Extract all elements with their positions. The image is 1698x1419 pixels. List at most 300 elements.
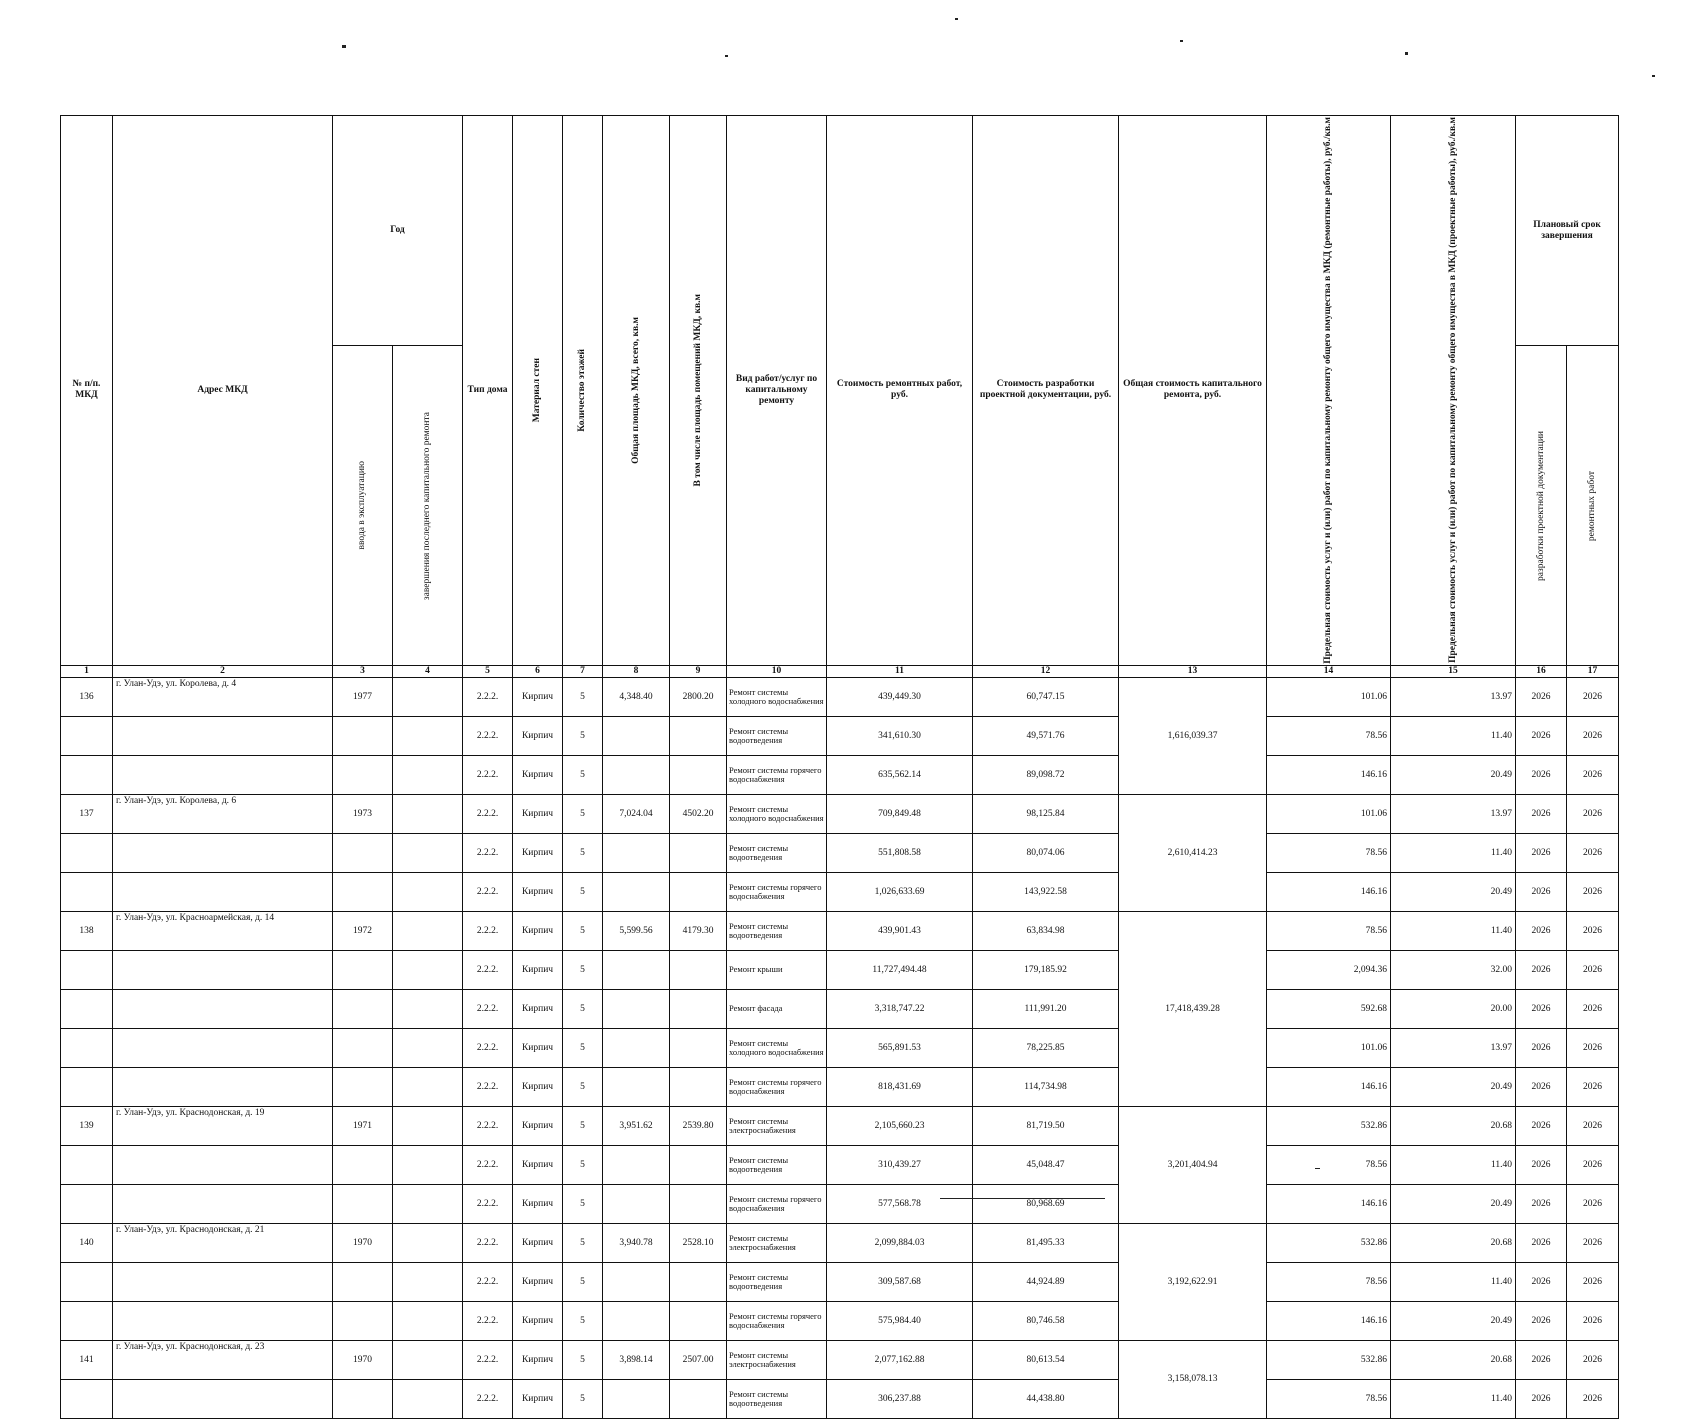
- row-wall-material: Кирпич: [513, 1106, 563, 1145]
- row-year-commissioning: [333, 1184, 393, 1223]
- row-total-area: [603, 1262, 670, 1301]
- row-work-type: Ремонт системы электроснабжения: [727, 1106, 827, 1145]
- table-row: [61, 1379, 1619, 1418]
- row-limit-design: 13.97: [1391, 677, 1516, 716]
- row-total-area: [603, 1379, 670, 1418]
- column-number: 11: [827, 665, 973, 677]
- row-limit-repair: 101.06: [1267, 1028, 1391, 1067]
- column-number: 1: [61, 665, 113, 677]
- row-term-design: 2026: [1516, 911, 1567, 950]
- row-house-type: 2.2.2.: [463, 1184, 513, 1223]
- row-premises-area: 4179.30: [670, 911, 727, 950]
- row-limit-repair: 146.16: [1267, 1301, 1391, 1340]
- row-term-repair: 2026: [1567, 911, 1619, 950]
- header-year-commissioning: ввода в эксплуатацию: [333, 346, 393, 665]
- row-number: [61, 1067, 113, 1106]
- row-limit-repair: 532.86: [1267, 1340, 1391, 1379]
- row-wall-material: Кирпич: [513, 950, 563, 989]
- row-work-type: Ремонт системы горячего водоснабжения: [727, 755, 827, 794]
- row-year-last-repair: [393, 911, 463, 950]
- row-house-type: 2.2.2.: [463, 1067, 513, 1106]
- row-house-type: 2.2.2.: [463, 755, 513, 794]
- header-term-design: разработки проектной документации: [1516, 346, 1567, 665]
- row-limit-design: 11.40: [1391, 1145, 1516, 1184]
- row-work-type: Ремонт системы водоотведения: [727, 911, 827, 950]
- header-wall-material: Материал стен: [513, 116, 563, 666]
- table-row: [61, 833, 1619, 872]
- row-floors: 5: [563, 1340, 603, 1379]
- row-limit-design: 20.49: [1391, 872, 1516, 911]
- row-term-design: 2026: [1516, 1106, 1567, 1145]
- row-repair-cost: 635,562.14: [827, 755, 973, 794]
- row-term-design: 2026: [1516, 755, 1567, 794]
- row-floors: 5: [563, 677, 603, 716]
- row-year-last-repair: [393, 1184, 463, 1223]
- row-address: [113, 1145, 333, 1184]
- header-limit-design: Предельная стоимость услуг и (или) работ по капитальному ремонту общего имущества в МКД (проектные работы), руб./кв.м: [1391, 116, 1516, 666]
- header-work-type: Вид работ/услуг по капитальному ремонту: [727, 116, 827, 666]
- row-year-last-repair: [393, 1145, 463, 1184]
- row-work-type: Ремонт системы водоотведения: [727, 1262, 827, 1301]
- row-address: [113, 755, 333, 794]
- row-number: [61, 1145, 113, 1184]
- table-row: [61, 677, 1619, 716]
- row-house-type: 2.2.2.: [463, 794, 513, 833]
- row-design-cost: 78,225.85: [973, 1028, 1119, 1067]
- row-address: г. Улан-Удэ, ул. Королева, д. 4: [113, 677, 333, 716]
- row-year-commissioning: 1970: [333, 1223, 393, 1262]
- row-term-design: 2026: [1516, 833, 1567, 872]
- row-floors: 5: [563, 1145, 603, 1184]
- row-limit-repair: 78.56: [1267, 911, 1391, 950]
- capital-repair-table: [60, 115, 1619, 1419]
- row-year-commissioning: 1970: [333, 1340, 393, 1379]
- column-number: 14: [1267, 665, 1391, 677]
- row-house-type: 2.2.2.: [463, 1028, 513, 1067]
- table-row: [61, 1262, 1619, 1301]
- row-number: [61, 872, 113, 911]
- table-row: [61, 794, 1619, 833]
- row-year-commissioning: [333, 1262, 393, 1301]
- row-address: [113, 1301, 333, 1340]
- scan-speck: [1315, 1168, 1320, 1169]
- row-total-cost: 3,201,404.94: [1119, 1106, 1267, 1223]
- row-floors: 5: [563, 833, 603, 872]
- row-limit-repair: 101.06: [1267, 677, 1391, 716]
- scan-speck: [1405, 52, 1408, 55]
- row-term-repair: 2026: [1567, 677, 1619, 716]
- row-term-design: 2026: [1516, 950, 1567, 989]
- row-total-area: [603, 950, 670, 989]
- row-wall-material: Кирпич: [513, 677, 563, 716]
- row-work-type: Ремонт системы электроснабжения: [727, 1340, 827, 1379]
- row-floors: 5: [563, 1028, 603, 1067]
- row-year-last-repair: [393, 1301, 463, 1340]
- row-year-last-repair: [393, 1223, 463, 1262]
- column-number: 3: [333, 665, 393, 677]
- row-term-design: 2026: [1516, 1145, 1567, 1184]
- row-number: [61, 950, 113, 989]
- row-repair-cost: 439,449.30: [827, 677, 973, 716]
- column-number: 12: [973, 665, 1119, 677]
- row-design-cost: 80,613.54: [973, 1340, 1119, 1379]
- row-term-repair: 2026: [1567, 755, 1619, 794]
- row-term-design: 2026: [1516, 872, 1567, 911]
- header-total-area: Общая площадь МКД, всего, кв.м: [603, 116, 670, 666]
- row-repair-cost: 310,439.27: [827, 1145, 973, 1184]
- row-year-last-repair: [393, 950, 463, 989]
- row-design-cost: 81,719.50: [973, 1106, 1119, 1145]
- row-repair-cost: 1,026,633.69: [827, 872, 973, 911]
- row-premises-area: [670, 1301, 727, 1340]
- row-house-type: 2.2.2.: [463, 1223, 513, 1262]
- row-term-repair: 2026: [1567, 989, 1619, 1028]
- row-address: [113, 950, 333, 989]
- row-wall-material: Кирпич: [513, 794, 563, 833]
- header-limit-repair: Предельная стоимость услуг и (или) работ по капитальному ремонту общего имущества в МКД (ремонтные работы), руб./кв.м: [1267, 116, 1391, 666]
- row-address: г. Улан-Удэ, ул. Красноармейская, д. 14: [113, 911, 333, 950]
- row-term-design: 2026: [1516, 794, 1567, 833]
- row-floors: 5: [563, 716, 603, 755]
- scan-speck: [725, 55, 728, 57]
- row-wall-material: Кирпич: [513, 1340, 563, 1379]
- row-repair-cost: 818,431.69: [827, 1067, 973, 1106]
- row-limit-repair: 78.56: [1267, 1262, 1391, 1301]
- row-wall-material: Кирпич: [513, 1262, 563, 1301]
- row-floors: 5: [563, 950, 603, 989]
- table-row: [61, 1028, 1619, 1067]
- row-design-cost: 179,185.92: [973, 950, 1119, 989]
- column-number: 2: [113, 665, 333, 677]
- row-term-design: 2026: [1516, 1301, 1567, 1340]
- row-limit-repair: 146.16: [1267, 1184, 1391, 1223]
- row-limit-design: 20.68: [1391, 1340, 1516, 1379]
- row-premises-area: 4502.20: [670, 794, 727, 833]
- row-wall-material: Кирпич: [513, 833, 563, 872]
- column-number: 4: [393, 665, 463, 677]
- row-work-type: Ремонт системы водоотведения: [727, 1145, 827, 1184]
- row-wall-material: Кирпич: [513, 872, 563, 911]
- row-address: [113, 1067, 333, 1106]
- row-premises-area: [670, 1067, 727, 1106]
- row-address: [113, 833, 333, 872]
- column-number: 17: [1567, 665, 1619, 677]
- table-row: [61, 1340, 1619, 1379]
- row-design-cost: 44,438.80: [973, 1379, 1119, 1418]
- row-design-cost: 60,747.15: [973, 677, 1119, 716]
- row-year-commissioning: [333, 1028, 393, 1067]
- row-year-last-repair: [393, 1028, 463, 1067]
- scan-speck: [940, 1198, 1105, 1199]
- row-term-repair: 2026: [1567, 1184, 1619, 1223]
- row-address: [113, 872, 333, 911]
- row-total-area: [603, 1067, 670, 1106]
- row-number: 136: [61, 677, 113, 716]
- column-number: 15: [1391, 665, 1516, 677]
- row-work-type: Ремонт системы горячего водоснабжения: [727, 1184, 827, 1223]
- row-total-area: [603, 872, 670, 911]
- row-wall-material: Кирпич: [513, 755, 563, 794]
- row-year-last-repair: [393, 794, 463, 833]
- row-design-cost: 89,098.72: [973, 755, 1119, 794]
- row-term-design: 2026: [1516, 1223, 1567, 1262]
- table-row: [61, 911, 1619, 950]
- header-repair-cost: Стоимость ремонтных работ, руб.: [827, 116, 973, 666]
- row-premises-area: [670, 1028, 727, 1067]
- row-term-repair: 2026: [1567, 794, 1619, 833]
- row-house-type: 2.2.2.: [463, 1106, 513, 1145]
- row-wall-material: Кирпич: [513, 989, 563, 1028]
- row-total-area: [603, 989, 670, 1028]
- table-row: [61, 872, 1619, 911]
- header-house-type: Тип дома: [463, 116, 513, 666]
- row-limit-repair: 2,094.36: [1267, 950, 1391, 989]
- column-number: 6: [513, 665, 563, 677]
- row-wall-material: Кирпич: [513, 911, 563, 950]
- row-number: [61, 1028, 113, 1067]
- row-year-commissioning: 1971: [333, 1106, 393, 1145]
- table-row: [61, 950, 1619, 989]
- row-floors: 5: [563, 755, 603, 794]
- header-premises-area: В том числе площадь помещений МКД, кв.м: [670, 116, 727, 666]
- row-work-type: Ремонт системы электроснабжения: [727, 1223, 827, 1262]
- row-premises-area: [670, 833, 727, 872]
- table-row: [61, 989, 1619, 1028]
- row-house-type: 2.2.2.: [463, 677, 513, 716]
- table-row: [61, 1067, 1619, 1106]
- row-work-type: Ремонт системы горячего водоснабжения: [727, 1067, 827, 1106]
- row-design-cost: 114,734.98: [973, 1067, 1119, 1106]
- row-term-design: 2026: [1516, 1067, 1567, 1106]
- row-limit-design: 11.40: [1391, 911, 1516, 950]
- row-year-commissioning: [333, 755, 393, 794]
- row-work-type: Ремонт системы холодного водоснабжения: [727, 677, 827, 716]
- row-design-cost: 80,746.58: [973, 1301, 1119, 1340]
- row-number: 138: [61, 911, 113, 950]
- row-address: [113, 716, 333, 755]
- row-premises-area: 2800.20: [670, 677, 727, 716]
- row-design-cost: 63,834.98: [973, 911, 1119, 950]
- row-limit-design: 11.40: [1391, 1379, 1516, 1418]
- row-premises-area: [670, 1184, 727, 1223]
- row-limit-design: 20.49: [1391, 755, 1516, 794]
- row-term-design: 2026: [1516, 1262, 1567, 1301]
- column-number: 10: [727, 665, 827, 677]
- row-work-type: Ремонт системы холодного водоснабжения: [727, 794, 827, 833]
- row-floors: 5: [563, 1301, 603, 1340]
- row-repair-cost: 2,105,660.23: [827, 1106, 973, 1145]
- row-year-last-repair: [393, 755, 463, 794]
- row-floors: 5: [563, 1223, 603, 1262]
- row-work-type: Ремонт системы водоотведения: [727, 833, 827, 872]
- row-floors: 5: [563, 989, 603, 1028]
- row-address: г. Улан-Удэ, ул. Краснодонская, д. 19: [113, 1106, 333, 1145]
- row-limit-design: 20.68: [1391, 1106, 1516, 1145]
- row-limit-repair: 78.56: [1267, 716, 1391, 755]
- row-address: г. Улан-Удэ, ул. Краснодонская, д. 21: [113, 1223, 333, 1262]
- column-number: 13: [1119, 665, 1267, 677]
- row-address: [113, 989, 333, 1028]
- row-repair-cost: 575,984.40: [827, 1301, 973, 1340]
- header-num: № п/п. МКД: [61, 116, 113, 666]
- row-year-commissioning: [333, 1301, 393, 1340]
- row-term-repair: 2026: [1567, 1223, 1619, 1262]
- row-house-type: 2.2.2.: [463, 911, 513, 950]
- row-year-commissioning: [333, 833, 393, 872]
- row-house-type: 2.2.2.: [463, 716, 513, 755]
- row-term-repair: 2026: [1567, 1262, 1619, 1301]
- row-total-cost: 1,616,039.37: [1119, 677, 1267, 794]
- table-row: [61, 1223, 1619, 1262]
- row-term-design: 2026: [1516, 677, 1567, 716]
- row-limit-design: 11.40: [1391, 833, 1516, 872]
- row-design-cost: 44,924.89: [973, 1262, 1119, 1301]
- row-total-area: [603, 716, 670, 755]
- row-design-cost: 80,968.69: [973, 1184, 1119, 1223]
- row-wall-material: Кирпич: [513, 1301, 563, 1340]
- row-limit-design: 20.68: [1391, 1223, 1516, 1262]
- row-design-cost: 45,048.47: [973, 1145, 1119, 1184]
- header-design-cost: Стоимость разработки проектной документации, руб.: [973, 116, 1119, 666]
- row-limit-design: 13.97: [1391, 794, 1516, 833]
- row-wall-material: Кирпич: [513, 1028, 563, 1067]
- table-row: [61, 716, 1619, 755]
- row-term-repair: 2026: [1567, 833, 1619, 872]
- row-number: 139: [61, 1106, 113, 1145]
- scan-speck: [1652, 75, 1655, 77]
- row-repair-cost: 709,849.48: [827, 794, 973, 833]
- row-term-design: 2026: [1516, 1379, 1567, 1418]
- row-floors: 5: [563, 1379, 603, 1418]
- row-term-design: 2026: [1516, 989, 1567, 1028]
- row-wall-material: Кирпич: [513, 1184, 563, 1223]
- row-house-type: 2.2.2.: [463, 1145, 513, 1184]
- row-limit-repair: 146.16: [1267, 755, 1391, 794]
- row-term-repair: 2026: [1567, 1145, 1619, 1184]
- header-year: Год: [333, 116, 463, 346]
- row-work-type: Ремонт системы горячего водоснабжения: [727, 872, 827, 911]
- row-wall-material: Кирпич: [513, 1145, 563, 1184]
- row-term-repair: 2026: [1567, 1340, 1619, 1379]
- row-year-last-repair: [393, 1340, 463, 1379]
- row-design-cost: 111,991.20: [973, 989, 1119, 1028]
- row-total-area: [603, 1184, 670, 1223]
- row-total-area: [603, 1028, 670, 1067]
- row-year-last-repair: [393, 833, 463, 872]
- row-year-last-repair: [393, 1106, 463, 1145]
- row-term-repair: 2026: [1567, 872, 1619, 911]
- row-work-type: Ремонт системы водоотведения: [727, 1379, 827, 1418]
- row-number: [61, 755, 113, 794]
- row-work-type: Ремонт крыши: [727, 950, 827, 989]
- row-number: [61, 1379, 113, 1418]
- row-year-commissioning: 1977: [333, 677, 393, 716]
- row-year-commissioning: [333, 1145, 393, 1184]
- row-total-area: 3,898.14: [603, 1340, 670, 1379]
- row-premises-area: [670, 716, 727, 755]
- row-number: 141: [61, 1340, 113, 1379]
- column-number: 16: [1516, 665, 1567, 677]
- row-design-cost: 81,495.33: [973, 1223, 1119, 1262]
- row-premises-area: [670, 1262, 727, 1301]
- table-row: [61, 1106, 1619, 1145]
- row-year-last-repair: [393, 1067, 463, 1106]
- row-design-cost: 143,922.58: [973, 872, 1119, 911]
- row-wall-material: Кирпич: [513, 1379, 563, 1418]
- row-total-area: [603, 833, 670, 872]
- row-floors: 5: [563, 911, 603, 950]
- row-number: [61, 989, 113, 1028]
- row-limit-design: 20.49: [1391, 1184, 1516, 1223]
- row-total-area: 5,599.56: [603, 911, 670, 950]
- row-year-commissioning: 1972: [333, 911, 393, 950]
- row-floors: 5: [563, 1262, 603, 1301]
- row-limit-design: 20.49: [1391, 1067, 1516, 1106]
- scan-speck: [955, 18, 958, 20]
- row-year-commissioning: 1973: [333, 794, 393, 833]
- table-row: [61, 1145, 1619, 1184]
- row-year-commissioning: [333, 872, 393, 911]
- row-house-type: 2.2.2.: [463, 872, 513, 911]
- row-house-type: 2.2.2.: [463, 950, 513, 989]
- row-house-type: 2.2.2.: [463, 1301, 513, 1340]
- row-repair-cost: 309,587.68: [827, 1262, 973, 1301]
- table-row: [61, 1301, 1619, 1340]
- row-floors: 5: [563, 1106, 603, 1145]
- row-address: [113, 1184, 333, 1223]
- scan-speck: [1180, 40, 1183, 42]
- row-year-last-repair: [393, 677, 463, 716]
- row-number: 137: [61, 794, 113, 833]
- row-year-last-repair: [393, 989, 463, 1028]
- row-repair-cost: 11,727,494.48: [827, 950, 973, 989]
- row-number: [61, 716, 113, 755]
- row-limit-repair: 146.16: [1267, 872, 1391, 911]
- row-repair-cost: 577,568.78: [827, 1184, 973, 1223]
- row-total-area: 4,348.40: [603, 677, 670, 716]
- row-premises-area: [670, 950, 727, 989]
- row-limit-repair: 101.06: [1267, 794, 1391, 833]
- header-floors: Количество этажей: [563, 116, 603, 666]
- header-year-last-repair: завершения последнего капитального ремонта: [393, 346, 463, 665]
- scan-speck: [342, 45, 346, 48]
- row-limit-design: 13.97: [1391, 1028, 1516, 1067]
- row-address: г. Улан-Удэ, ул. Королева, д. 6: [113, 794, 333, 833]
- row-limit-design: 20.00: [1391, 989, 1516, 1028]
- row-wall-material: Кирпич: [513, 1067, 563, 1106]
- row-limit-design: 11.40: [1391, 716, 1516, 755]
- row-number: [61, 1301, 113, 1340]
- row-design-cost: 98,125.84: [973, 794, 1119, 833]
- table-row: [61, 755, 1619, 794]
- row-total-cost: 3,158,078.13: [1119, 1340, 1267, 1418]
- row-total-area: 3,951.62: [603, 1106, 670, 1145]
- row-year-commissioning: [333, 716, 393, 755]
- row-year-last-repair: [393, 1379, 463, 1418]
- row-term-design: 2026: [1516, 716, 1567, 755]
- row-limit-repair: 78.56: [1267, 1379, 1391, 1418]
- row-premises-area: 2539.80: [670, 1106, 727, 1145]
- row-house-type: 2.2.2.: [463, 989, 513, 1028]
- row-number: 140: [61, 1223, 113, 1262]
- table-row: [61, 1184, 1619, 1223]
- row-term-repair: 2026: [1567, 716, 1619, 755]
- row-repair-cost: 439,901.43: [827, 911, 973, 950]
- row-year-commissioning: [333, 1067, 393, 1106]
- row-house-type: 2.2.2.: [463, 1262, 513, 1301]
- row-house-type: 2.2.2.: [463, 1340, 513, 1379]
- row-work-type: Ремонт системы холодного водоснабжения: [727, 1028, 827, 1067]
